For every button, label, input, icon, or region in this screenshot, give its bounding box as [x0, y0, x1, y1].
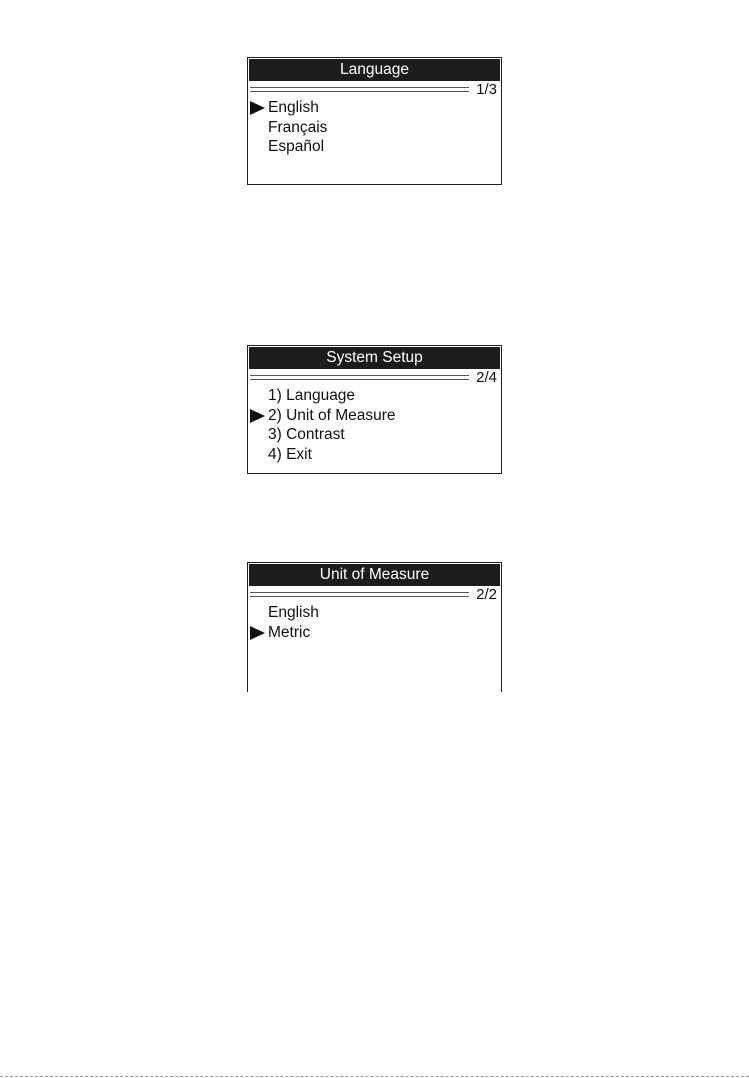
menu-item-francais[interactable]	[248, 118, 501, 138]
page-indicator-row	[248, 82, 501, 98]
menu-item-label: 2) Unit of Measure	[268, 406, 396, 424]
menu-item-label: English	[268, 604, 319, 621]
menu-item-label: 4) Exit	[268, 445, 312, 463]
menu-item-label: 1) Language	[268, 387, 356, 404]
system-setup-menu	[248, 386, 501, 464]
unit-of-measure-screen	[247, 562, 502, 692]
menu-item-label: Español	[268, 138, 325, 155]
separator-line	[250, 87, 469, 92]
screen-title: Language	[249, 59, 500, 81]
separator-line	[250, 592, 469, 597]
system-setup-screen	[247, 345, 502, 474]
triangle-right-icon	[250, 101, 265, 115]
separator-line	[250, 375, 469, 380]
menu-item-english[interactable]	[248, 98, 501, 118]
menu-item-contrast[interactable]	[248, 425, 501, 445]
language-screen	[247, 57, 502, 185]
page-counter: 2/2	[476, 586, 497, 603]
menu-item-espanol[interactable]	[248, 137, 501, 157]
menu-item-english[interactable]	[248, 603, 501, 623]
screen-title: Unit of Measure	[249, 564, 500, 586]
menu-item-language[interactable]	[248, 386, 501, 406]
page-bottom-rule	[0, 1076, 749, 1077]
menu-item-label: English	[268, 99, 319, 116]
menu-item-label: Français	[268, 118, 328, 136]
page-indicator-row	[248, 587, 501, 603]
triangle-right-icon	[250, 409, 265, 423]
page-counter: 2/4	[476, 369, 497, 386]
menu-item-label: 3) Contrast	[268, 426, 345, 443]
menu-item-metric[interactable]	[248, 623, 501, 643]
language-menu	[248, 98, 501, 157]
page-indicator-row	[248, 370, 501, 386]
triangle-right-icon	[250, 626, 265, 640]
menu-item-exit[interactable]	[248, 445, 501, 465]
screen-title: System Setup	[249, 347, 500, 369]
page-counter: 1/3	[476, 81, 497, 98]
unit-menu	[248, 603, 501, 642]
menu-item-unit-of-measure[interactable]	[248, 406, 501, 426]
menu-item-label: Metric	[268, 623, 311, 641]
